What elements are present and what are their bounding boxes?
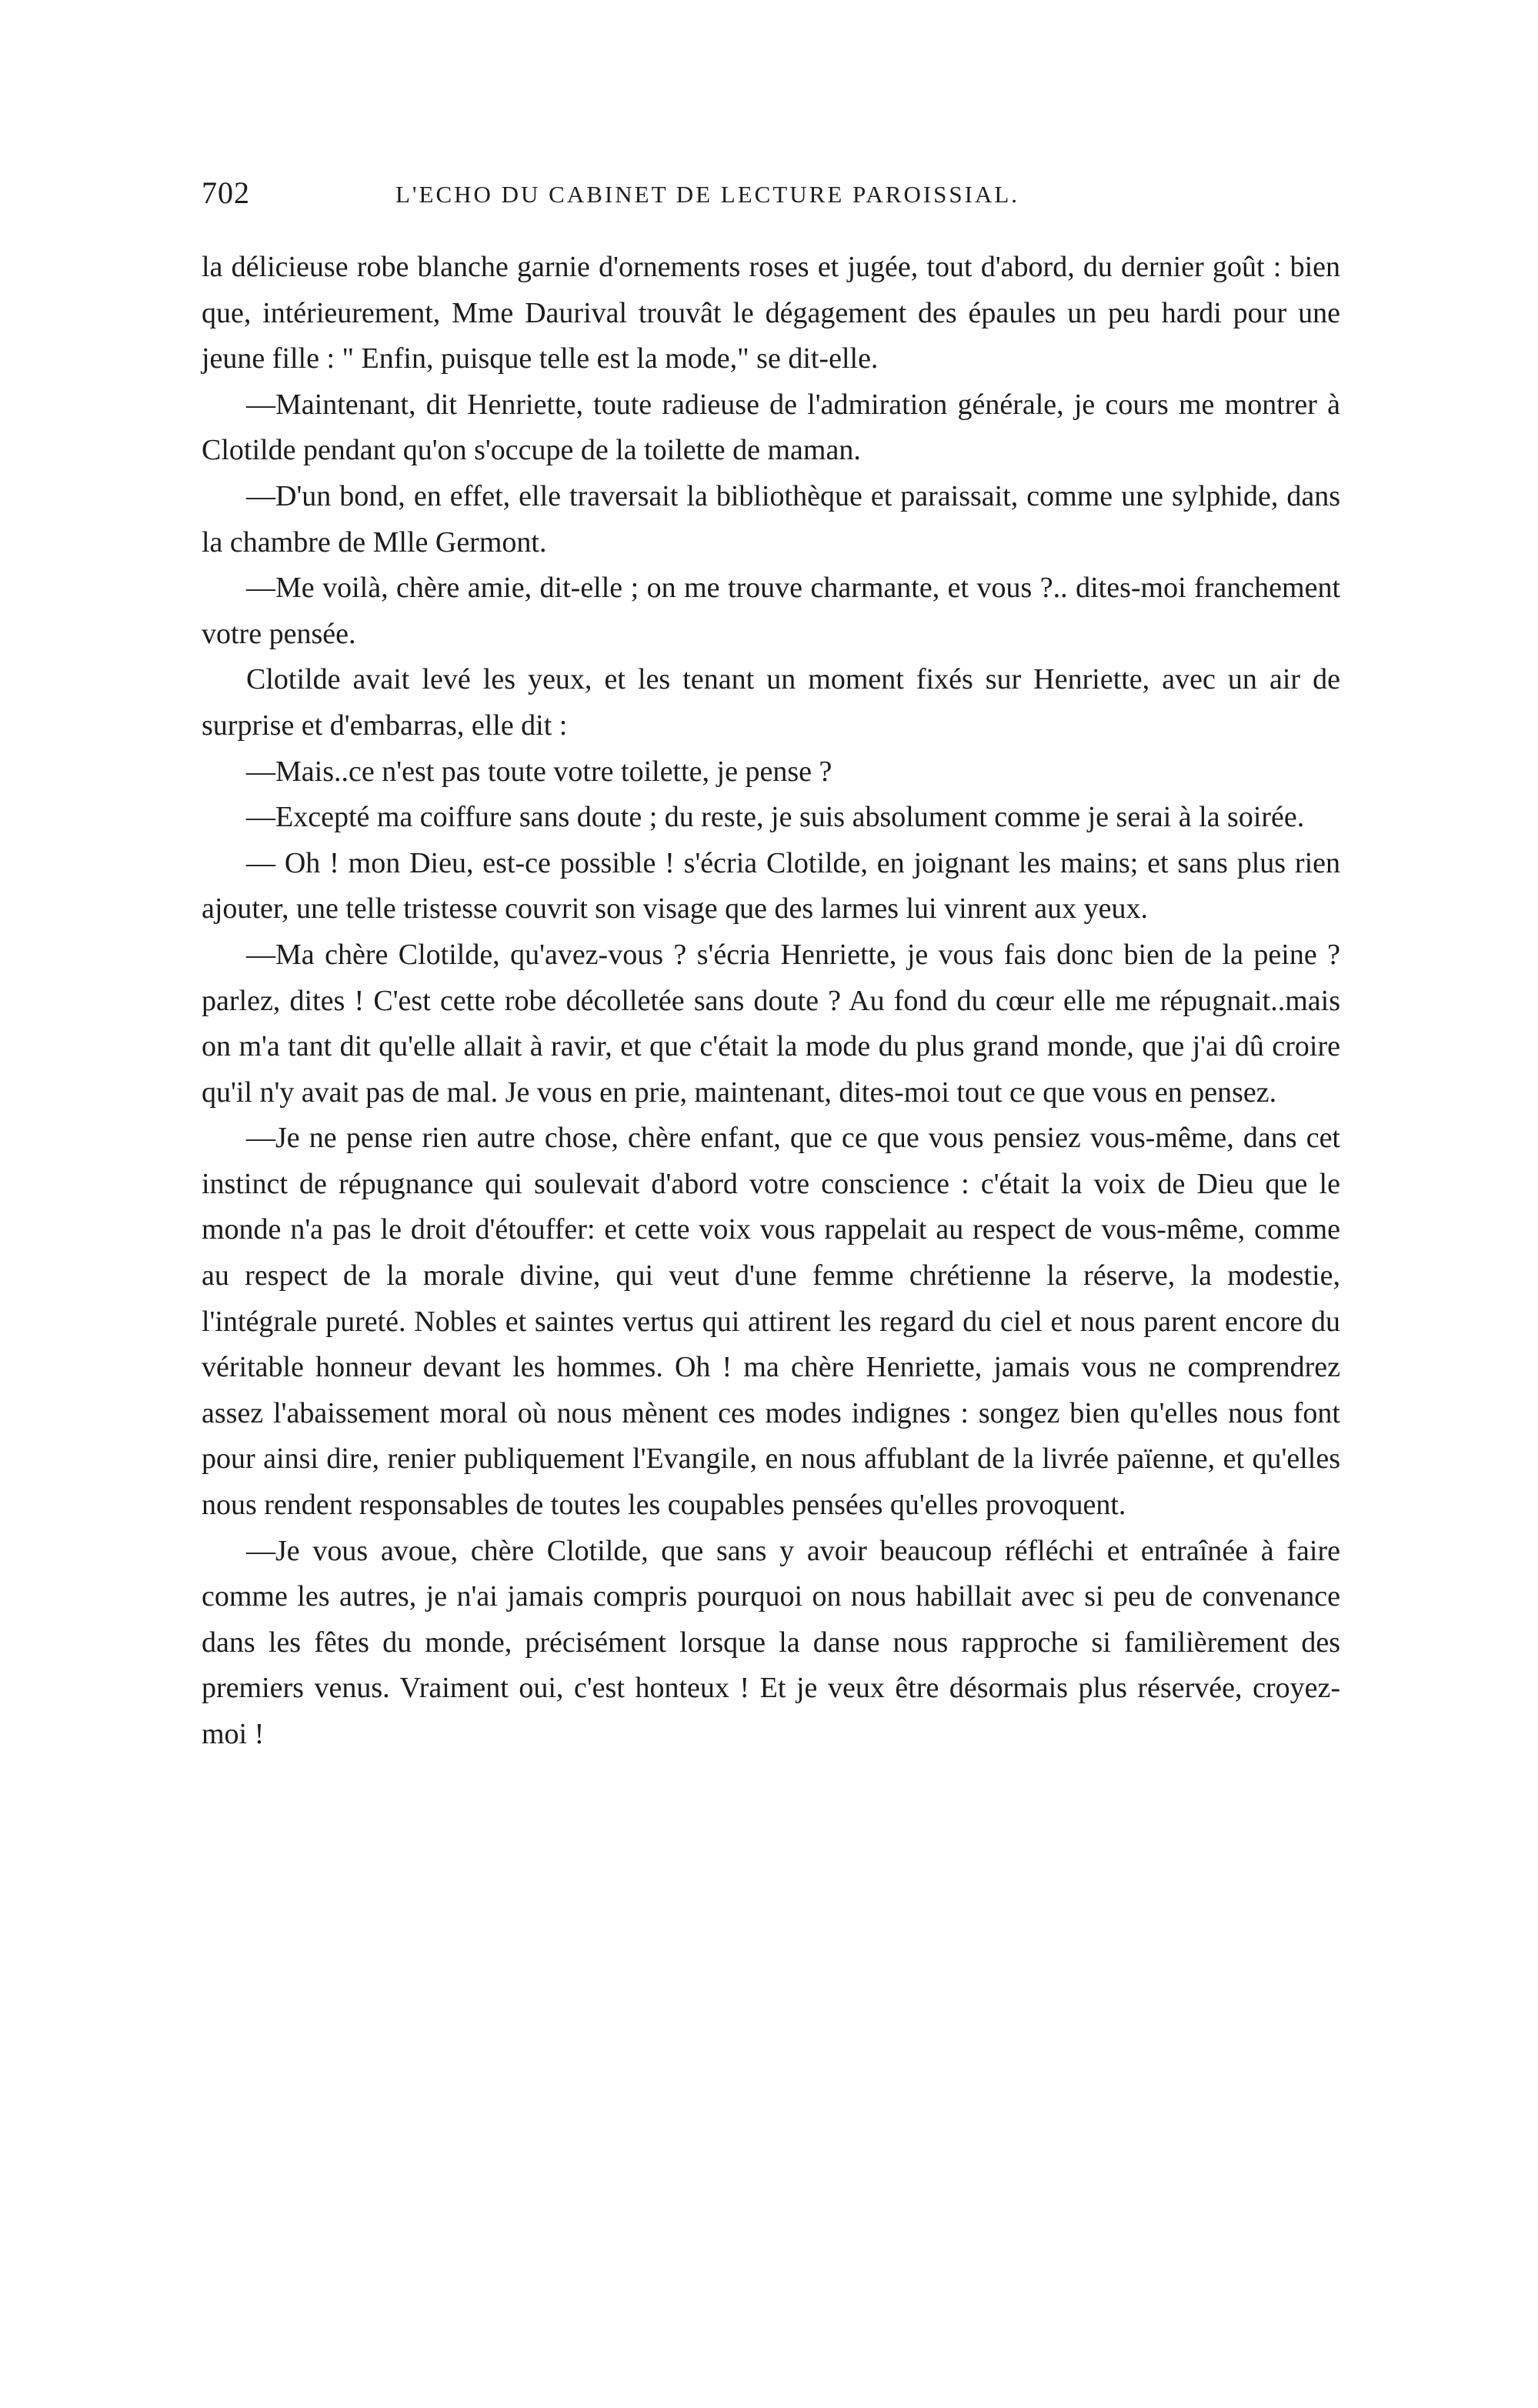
page-number: 702 — [202, 175, 250, 210]
paragraph: —D'un bond, en effet, elle traversait la bibliothèque et paraissait, comme une sylphide, dans la chambre de Mlle Germont. — [202, 479, 1340, 559]
paragraph: la délicieuse robe blanche garnie d'ornements roses et jugée, tout d'abord, du dernier goût : bien que, intérieurement, Mme Daurival trouvât le dégagement des épaules un peu hardi pour une jeune fille : " Enfin, puisque telle est la mode," se dit-elle. — [202, 251, 1340, 375]
paragraph: —Ma chère Clotilde, qu'avez-vous ? s'écria Henriette, je vous fais donc bien de la peine ? parlez, dites ! C'est cette robe décolletée sans doute ? Au fond du cœur elle me répugnait..mais on m'a tant dit qu'elle allait à ravir, et que c'était la mode du plus grand monde, que j'ai dû croire qu'il n'y avait pas de mal. Je vous en prie, maintenant, dites-moi tout ce que vous en pensez. — [202, 938, 1340, 1109]
paragraph: —Je ne pense rien autre chose, chère enfant, que ce que vous pensiez vous-même, dans cet instinct de répugnance qui soulevait d'abord votre conscience : c'était la voix de Dieu que le monde n'a pas le droit d'étouffer: et cette voix vous rappelait au respect de vous-même, comme au respect de la morale divine, qui veut d'une femme chrétienne la réserve, la modestie, l'intégrale pureté. Nobles et saintes vertus qui attirent les regard du ciel et nous parent encore du véritable honneur devant les hommes. Oh ! ma chère Henriette, jamais vous ne comprendrez assez l'abaissement moral où nous mènent ces modes indignes : songez bien qu'elles nous font pour ainsi dire, renier publiquement l'Evangile, en nous affublant de la livrée païenne, et qu'elles nous rendent responsables de toutes les coupables pensées qu'elles provoquent. — [202, 1122, 1340, 1522]
paragraph: —Me voilà, chère amie, dit-elle ; on me trouve charmante, et vous ?.. dites-moi franchement votre pensée. — [202, 572, 1340, 650]
paragraph: Clotilde avait levé les yeux, et les tenant un moment fixés sur Henriette, avec un air de surprise et d'embarras, elle dit : — [202, 663, 1340, 742]
paragraph: —Mais..ce n'est pas toute votre toilette, je pense ? — [246, 755, 832, 788]
paragraph: — Oh ! mon Dieu, est-ce possible ! s'écria Clotilde, en joignant les mains; et sans plus rien ajouter, une telle tristesse couvrit son visage que des larmes lui vinrent aux yeux. — [202, 846, 1340, 926]
body-text — [202, 245, 1340, 1758]
paragraph: —Je vous avoue, chère Clotilde, que sans y avoir beaucoup réfléchi et entraînée à faire comme les autres, je n'ai jamais compris pourquoi on nous habillait avec si peu de convenance dans les fêtes du monde, précisément lorsque la danse nous rapproche si familièrement des premiers venus. Vraiment oui, c'est honteux ! Et je veux être désormais plus réservée, croyez-moi ! — [202, 1534, 1340, 1750]
running-head — [202, 174, 1340, 212]
paragraph: —Excepté ma coiffure sans doute ; du reste, je suis absolument comme je serai à la soirée. — [246, 801, 1305, 834]
running-title: L'ECHO DU CABINET DE LECTURE PAROISSIAL. — [395, 181, 1020, 208]
paragraph: —Maintenant, dit Henriette, toute radieuse de l'admiration générale, je cours me montrer à Clotilde pendant qu'on s'occupe de la toilette de maman. — [202, 388, 1340, 467]
